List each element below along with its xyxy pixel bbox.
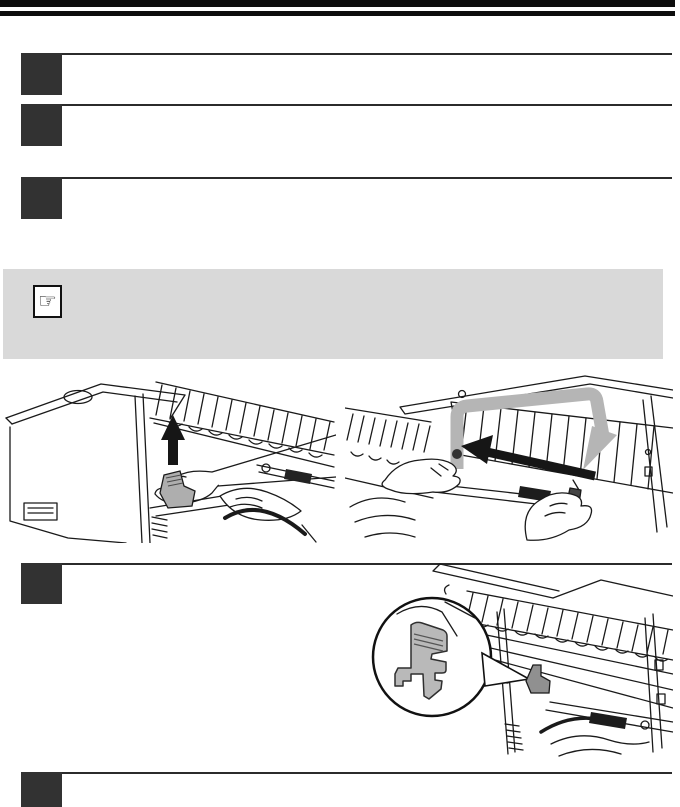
top-bar-thick [0, 0, 675, 7]
step-rule-1 [21, 53, 672, 55]
step-marker-4 [21, 563, 62, 604]
illustration-lift-fuser-lever [4, 375, 336, 543]
note-icon-glyph: ☞ [38, 290, 57, 313]
step-rule-5 [21, 772, 672, 774]
up-arrow [161, 415, 185, 465]
top-bar-thin [0, 11, 675, 16]
dark-roller [589, 712, 627, 729]
black-left-arrow [461, 435, 595, 476]
note-panel [3, 269, 663, 359]
step-marker-3 [21, 177, 62, 219]
pointing-hand-note-icon [33, 285, 62, 318]
illustration-remove-jammed-paper [345, 372, 673, 542]
illustration-fuser-lever-magnified [345, 562, 673, 762]
step-rule-3 [21, 177, 672, 179]
step-rule-2 [21, 104, 672, 106]
left-hand [382, 449, 462, 494]
magnifier-circle [373, 598, 491, 716]
callout-wedge [482, 653, 529, 686]
step-marker-2 [21, 104, 62, 146]
step-marker-1 [21, 53, 62, 95]
step-marker-5 [21, 772, 62, 807]
dark-roller [284, 469, 312, 484]
